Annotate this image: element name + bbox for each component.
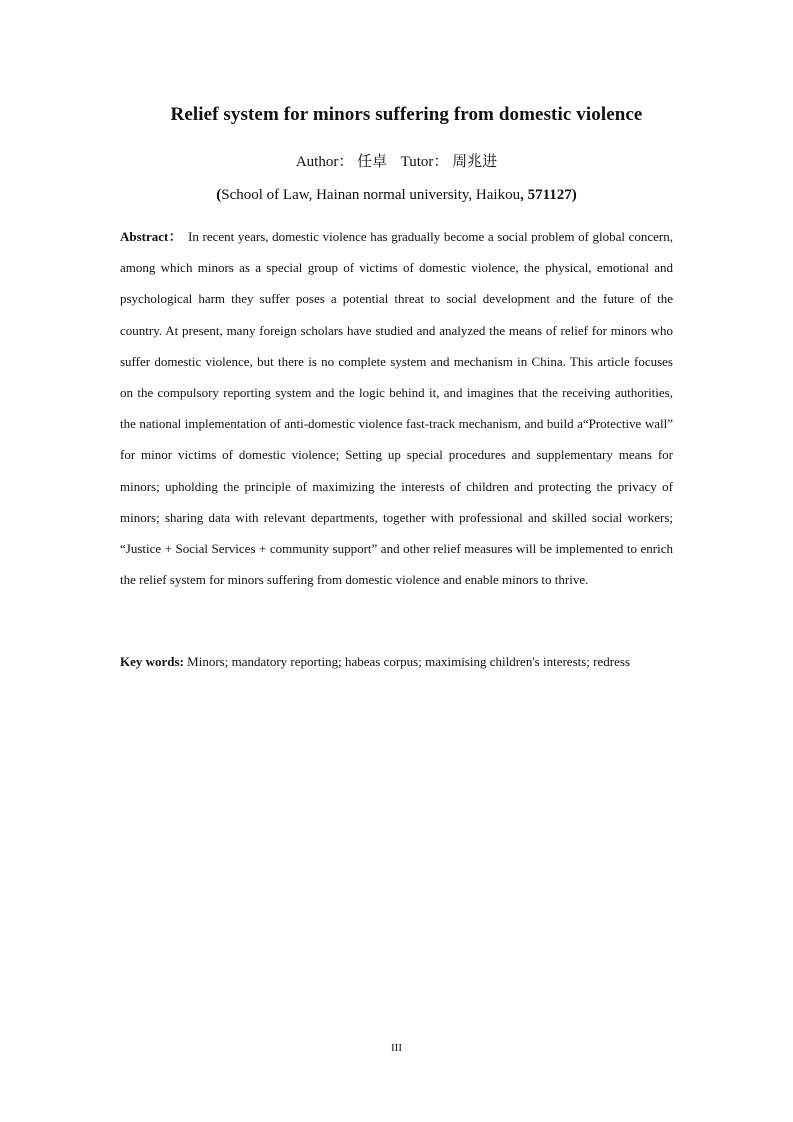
tutor-label: Tutor：	[400, 154, 449, 170]
affiliation-text: School of Law, Hainan normal university, Haikou	[221, 187, 521, 203]
affiliation-line	[0, 187, 793, 204]
keywords-text: Minors; mandatory reporting; habeas corpus; maximising children's interests; redress	[183, 654, 630, 669]
abstract-paragraph	[120, 221, 673, 595]
affiliation-postcode: , 571127)	[520, 187, 577, 203]
page-number: III	[391, 1042, 402, 1054]
paper-title: Relief system for minors suffering from domestic violence	[170, 104, 643, 125]
abstract-text: In recent years, domestic violence has gradually become a social problem of global concern, among which minors as a special group of victims of domestic violence, the physical, emotional and psychological harm they suffer poses a potential threat to social development and the future of the country. At present, many foreign scholars have studied and analyzed the means of relief for minors who suffer domestic violence, but there is no complete system and mechanism in China. This article focuses on the compulsory reporting system and the logic behind it, and imagines that the receiving authorities, the national implementation of anti-domestic violence fast-track mechanism, and build a“Protective wall” for minor victims of domestic violence; Setting up special procedures and supplementary means for minors; upholding the principle of maximizing the interests of children and protecting the privacy of minors; sharing data with relevant departments, together with professional and skilled social workers; “Justice + Social Services + community support” and other relief measures will be implemented to enrich the relief system for minors suffering from domestic violence and enable minors to thrive.	[120, 229, 673, 588]
author-line	[0, 150, 793, 171]
keywords-paragraph	[120, 652, 673, 672]
tutor-name: 周兆进	[452, 154, 498, 170]
keywords-label: Key words:	[120, 654, 184, 669]
author-name: 任卓	[357, 154, 388, 170]
abstract-label: Abstract：	[120, 229, 183, 244]
author-label: Author：	[295, 154, 354, 170]
affiliation-open-paren: (	[216, 187, 222, 203]
